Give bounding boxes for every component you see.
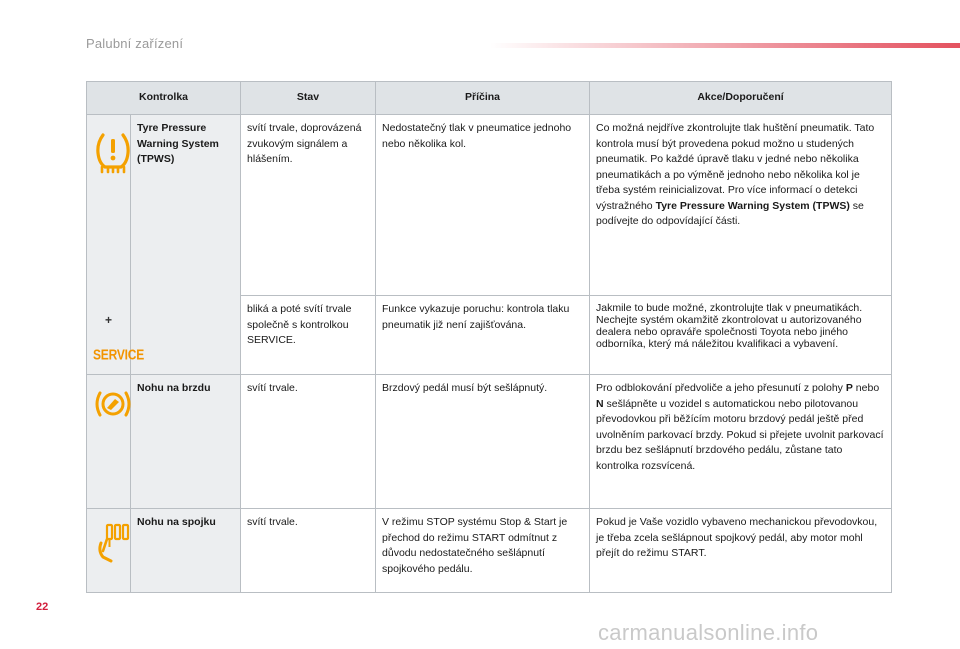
brake-icon-cell: [87, 375, 131, 509]
column-header-akce: Akce/Doporučení: [590, 82, 892, 115]
clutch-action: Pokud je Vaše vozidlo vybaveno mechanickou převodovkou, je třeba zcela sešlápnout spojkový pedál, aby motor mohl přejít do režimu START.: [590, 509, 892, 593]
tpws-label: Tyre Pressure Warning System (TPWS): [131, 115, 241, 375]
gear-p-label: P: [845, 382, 853, 394]
tpws-service-action: Jakmile to bude možné, zkontrolujte tlak v pneumatikách. Nechejte systém okamžitě zkontrolovat u autorizovaného dealera nebo opravářе společnosti Toyota nebo jiného odborníka, který má náležitou kvalifikaci a vybavení.: [590, 296, 892, 375]
clutch-label: Nohu na spojku: [131, 509, 241, 593]
brake-action-text-c: sešlápněte u vozidel s automatickou nebo pilotovanou převodovkou při běžícím motoru brzdový pedál ještě před uvolněním parkovací brzdy. Pokud si přejete uvolnit parkovací brzdu bez sešlápnutí brzdového pedálu, zůstane tato kontrolka rozsvícená.: [596, 397, 884, 472]
brake-label: Nohu na brzdu: [131, 375, 241, 509]
watermark-text: carmanualsonline.info: [598, 620, 819, 645]
clutch-state: svítí trvale.: [241, 509, 376, 593]
brake-action: [590, 375, 892, 509]
tpws-cause: Nedostatečný tlak v pneumatice jednoho nebo několika kol.: [376, 115, 590, 296]
tpws-state: svítí trvale, doprovázená zvukovým signálem a hlášením.: [241, 115, 376, 296]
clutch-cause: V režimu STOP systému Stop & Start je přechod do režimu START odmítnut z důvodu nedostatečného sešlápnutí spojkového pedálu.: [376, 509, 590, 593]
section-title: Palubní zařízení: [86, 36, 184, 51]
tpws-icon-cell: [87, 115, 145, 375]
tpws-action: [590, 115, 892, 296]
foot-on-brake-icon: [93, 389, 133, 419]
page-number: 22: [36, 601, 49, 613]
service-warning-icon: SERVICE: [93, 346, 145, 364]
clutch-icon-cell: [87, 509, 131, 593]
foot-on-clutch-icon: [93, 521, 133, 565]
table-row: [87, 115, 892, 296]
column-header-kontrolka: Kontrolka: [87, 82, 241, 115]
tpws-action-bold: Tyre Pressure Warning System (TPWS): [655, 199, 850, 212]
brake-action-text-a: Pro odblokování předvoliče a jeho přesunutí z polohy: [596, 382, 843, 394]
warning-lights-table: [86, 81, 892, 593]
header-accent-bar: [490, 43, 960, 48]
tire-pressure-warning-icon: [93, 129, 133, 175]
column-header-pricina: Příčina: [376, 82, 590, 115]
tpws-service-cause: Funkce vykazuje poruchu: kontrola tlaku pneumatik již není zajišťována.: [376, 296, 590, 375]
table-row: [87, 509, 892, 593]
table-row: [87, 375, 892, 509]
gear-n-label: N: [596, 397, 604, 410]
tpws-service-state: bliká a poté svítí trvale společně s kontrolkou SERVICE.: [241, 296, 376, 375]
plus-sign: +: [104, 312, 112, 327]
brake-state: svítí trvale.: [241, 375, 376, 509]
table-header-row: [87, 82, 892, 115]
brake-action-text-b: nebo: [855, 382, 880, 394]
brake-cause: Brzdový pedál musí být sešlápnutý.: [376, 375, 590, 509]
column-header-stav: Stav: [241, 82, 376, 115]
tpws-action-text-1: Co možná nejdříve zkontrolujte tlak huštění pneumatik. Tato kontrola musí být provedena pokud možno u studených pneumatik. Po každé úpravě tlaku v jedné nebo několika pneumatikách a po výměně jednoho nebo několika kol je třeba systém reinicializovat. Pro více informací o detekci výstražného: [596, 122, 875, 212]
tpws-action-text-2: se podívejte do odpovídající části.: [596, 199, 864, 227]
